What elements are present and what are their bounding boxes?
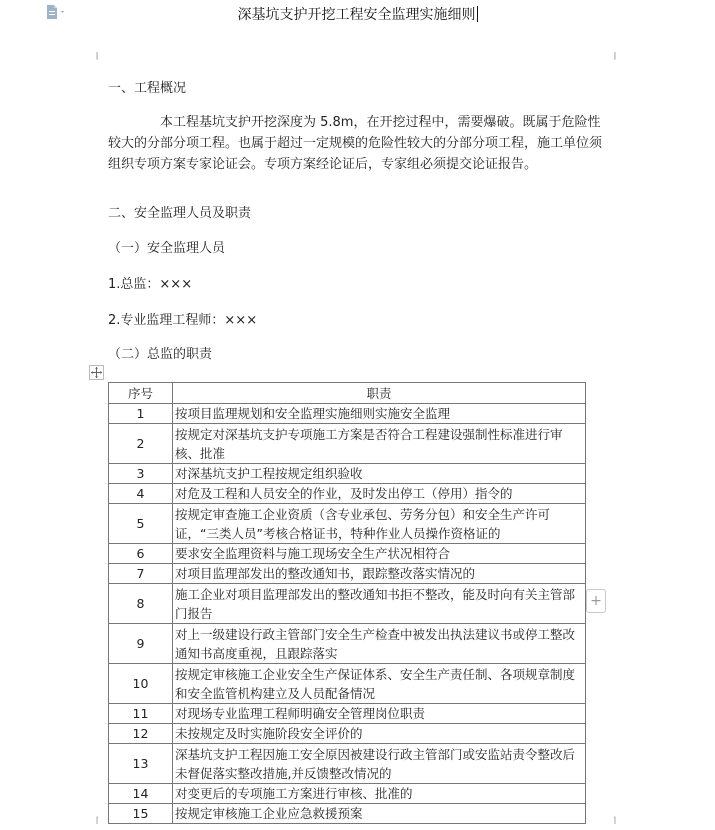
row-duty[interactable]: 对现场专业监理工程师明确安全管理岗位职责 (173, 704, 586, 724)
page-corner-mark (90, 816, 98, 824)
paragraph-text: 本工程基坑支护开挖深度为 5.8m，在开挖过程中，需要爆破。既属于危险性较大的分部分项工程。也属于超过一定规模的危险性较大的分部分项工程，施工单位须组织专项方案专家论证会。专项方案经论证后，专家组必须提交论证报告。 (108, 115, 603, 172)
row-duty[interactable]: 对上一级建设行政主管部门安全生产检查中被发出执法建议书或停工整改通知书高度重视，且跟踪落实 (173, 624, 586, 664)
row-number[interactable]: 7 (109, 564, 173, 584)
row-number[interactable]: 5 (109, 504, 173, 544)
person-line: 2.专业监理工程师：××× (108, 313, 258, 328)
row-duty[interactable]: 按规定审核施工企业安全生产保证体系、安全生产责任制、各项规章制度和安全监管机构建立及人员配备情况 (173, 664, 586, 704)
row-number[interactable]: 1 (109, 404, 173, 424)
header-cell-duty: 职责 (173, 383, 586, 404)
section-heading: 二、安全监理人员及职责 (108, 206, 252, 221)
table-row (109, 624, 586, 664)
row-duty[interactable]: 按规定对深基坑支护专项施工方案是否符合工程建设强制性标准进行审核、批准 (173, 424, 586, 464)
row-duty[interactable]: 对危及工程和人员安全的作业，及时发出停工（停用）指令的 (173, 484, 586, 504)
row-number[interactable]: 9 (109, 624, 173, 664)
row-number[interactable]: 6 (109, 544, 173, 564)
table-row (109, 724, 586, 744)
section-heading: 一、工程概况 (108, 81, 187, 96)
page-corner-mark (614, 816, 622, 824)
header-cell-no: 序号 (109, 383, 173, 404)
page-corner-mark (614, 52, 622, 60)
subsection-heading: （二）总监的职责 (108, 347, 213, 362)
row-duty[interactable]: 施工企业对项目监理部发出的整改通知书拒不整改，能及时向有关主管部门报告 (173, 584, 586, 624)
row-number[interactable]: 4 (109, 484, 173, 504)
row-number[interactable]: 2 (109, 424, 173, 464)
row-number[interactable]: 15 (109, 804, 173, 824)
table-row (109, 804, 586, 824)
subsection-heading: （一）安全监理人员 (108, 241, 226, 256)
table-row (109, 484, 586, 504)
table-row (109, 504, 586, 544)
table-row (109, 584, 586, 624)
document-title[interactable] (0, 6, 715, 24)
row-number[interactable]: 10 (109, 664, 173, 704)
row-number[interactable]: 13 (109, 744, 173, 784)
table-row (109, 704, 586, 724)
row-duty[interactable]: 按项目监理规划和安全监理实施细则实施安全监理 (173, 404, 586, 424)
row-number[interactable]: 12 (109, 724, 173, 744)
table-header-row (109, 383, 586, 404)
person-line: 1.总监：××× (108, 277, 193, 292)
row-duty[interactable]: 未按规定及时实施阶段安全评价的 (173, 724, 586, 744)
page-corner-mark (90, 52, 98, 60)
row-number[interactable]: 11 (109, 704, 173, 724)
table-row (109, 544, 586, 564)
table-row (109, 564, 586, 584)
add-column-button[interactable]: + (586, 589, 606, 613)
row-number[interactable]: 14 (109, 784, 173, 804)
row-number[interactable]: 8 (109, 584, 173, 624)
text-cursor (477, 6, 478, 22)
table-row (109, 464, 586, 484)
row-duty[interactable]: 对项目监理部发出的整改通知书，跟踪整改落实情况的 (173, 564, 586, 584)
table-row (109, 664, 586, 704)
row-duty[interactable]: 要求安全监理资料与施工现场安全生产状况相符合 (173, 544, 586, 564)
title-text: 深基坑支护开挖工程安全监理实施细则 (237, 7, 476, 23)
table-row (109, 744, 586, 784)
row-duty[interactable]: 对变更后的专项施工方案进行审核、批准的 (173, 784, 586, 804)
duties-table (108, 382, 586, 824)
table-row (109, 784, 586, 804)
table-row (109, 424, 586, 464)
row-duty[interactable]: 按规定审查施工企业资质（含专业承包、劳务分包）和安全生产许可证，“三类人员”考核合格证书，特种作业人员操作资格证的 (173, 504, 586, 544)
body-paragraph (108, 112, 608, 175)
row-number[interactable]: 3 (109, 464, 173, 484)
table-row (109, 404, 586, 424)
move-icon[interactable] (89, 365, 104, 380)
row-duty[interactable]: 深基坑支护工程因施工安全原因被建设行政主管部门或安监站责令整改后未督促落实整改措施,并反馈整改情况的 (173, 744, 586, 784)
row-duty[interactable]: 对深基坑支护工程按规定组织验收 (173, 464, 586, 484)
row-duty[interactable]: 按规定审核施工企业应急救援预案 (173, 804, 586, 824)
